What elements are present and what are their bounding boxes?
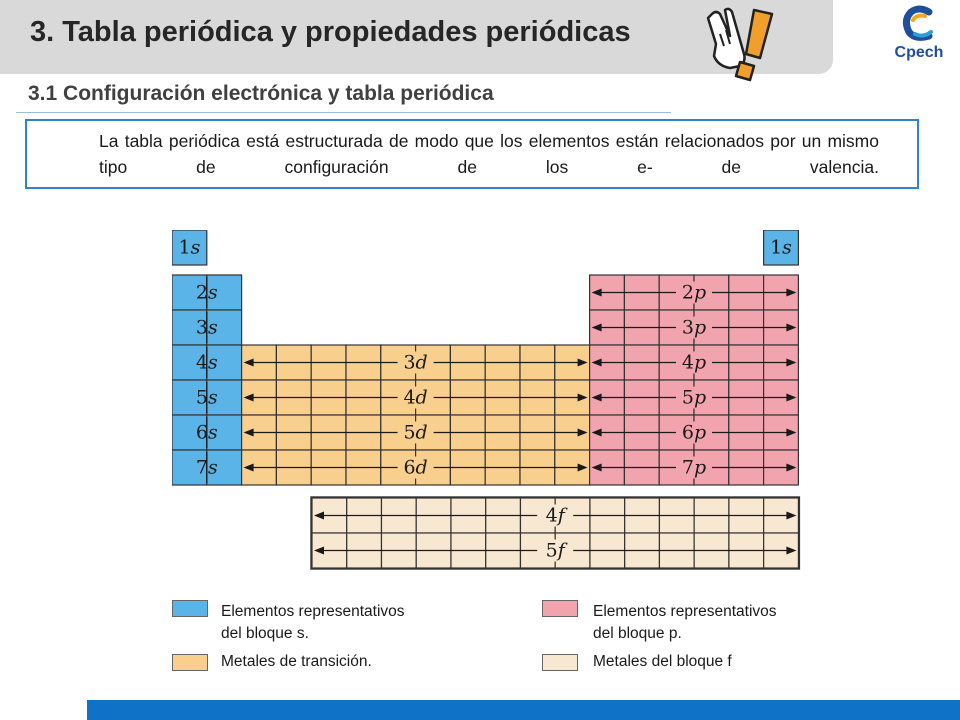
- d-label-3d: 3d: [403, 351, 428, 374]
- p-label-2p: 2p: [681, 281, 707, 304]
- info-text: La tabla periódica está estructurada de modo que los elementos están relacionados por un mismo tipo de configuración de los e- de valencia.: [99, 131, 879, 177]
- legend-text-f: Metales del bloque f: [593, 653, 732, 670]
- page-title: 3. Tabla periódica y propiedades periódicas: [30, 16, 631, 48]
- legend-s-line1: Elementos representativos: [221, 603, 405, 620]
- f-label-4f: 4f: [545, 504, 565, 527]
- s-label-7s: 7s: [195, 456, 218, 479]
- d-label-5d: 5d: [403, 421, 428, 444]
- footer-bar: [87, 700, 960, 720]
- legend-swatch-s: [172, 600, 208, 617]
- f-label-5f: 5f: [545, 539, 565, 562]
- legend-swatch-f: [542, 654, 578, 671]
- d-label-6d: 6d: [403, 456, 428, 479]
- legend-swatch-transition: [172, 654, 208, 671]
- logo-text: Cpech: [894, 44, 944, 61]
- s-label-3s: 3s: [195, 316, 218, 339]
- periodic-table-diagram: [172, 230, 804, 575]
- s-label-2s: 2s: [195, 281, 218, 304]
- label-1s-right: 1s: [770, 236, 792, 259]
- cpech-logo: [885, 4, 953, 70]
- s-label-5s: 5s: [195, 386, 218, 409]
- d-label-4d: 4d: [403, 386, 428, 409]
- legend-s-line2: del bloque s.: [221, 625, 309, 642]
- info-box: [25, 119, 919, 189]
- s-label-6s: 6s: [195, 421, 218, 444]
- logo-c-icon: [885, 4, 953, 46]
- p-label-7p: 7p: [681, 456, 707, 479]
- legend-text-p: [593, 601, 777, 645]
- label-1s-left: 1s: [178, 236, 201, 259]
- p-label-3p: 3p: [681, 316, 707, 339]
- legend-p-line2: del bloque p.: [593, 625, 682, 642]
- p-label-6p: 6p: [681, 421, 707, 444]
- subtitle-underline: [16, 112, 671, 113]
- legend-text-transition: Metales de transición.: [221, 653, 372, 670]
- legend-text-s: [221, 601, 405, 645]
- pointing-hand-with-exclamation-icon: [700, 4, 780, 82]
- p-label-5p: 5p: [681, 386, 707, 409]
- p-label-4p: 4p: [681, 351, 707, 374]
- section-subtitle: 3.1 Configuración electrónica y tabla periódica: [28, 82, 494, 105]
- s-label-4s: 4s: [195, 351, 218, 374]
- legend-p-line1: Elementos representativos: [593, 603, 777, 620]
- legend-swatch-p: [542, 600, 578, 617]
